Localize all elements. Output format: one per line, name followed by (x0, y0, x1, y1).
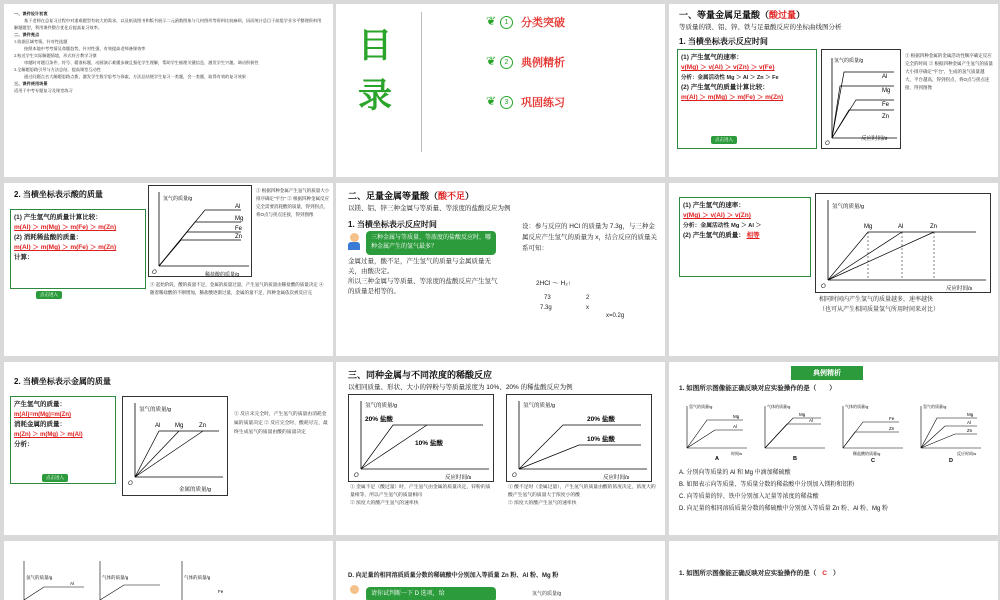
option-label-b: B (793, 456, 797, 462)
y-axis-label: 氢气的质量/g (532, 591, 562, 597)
ratio-73: 73 (544, 295, 551, 301)
hydrogen-label: 产生氢气的质量： (14, 401, 66, 408)
footnote: 相同时间内产生氢气的质量越多，速率越快 (819, 297, 934, 303)
chart-d (921, 403, 981, 464)
analysis-box (10, 396, 116, 484)
slide-7-metal-mass-axis[interactable] (4, 362, 333, 535)
section-tag: 典例精析 (791, 366, 863, 380)
notes-item: 3.全解题思路引导与方法总结，提高课堂互动性 (14, 67, 101, 72)
divider (421, 12, 422, 152)
slide-1-design-notes[interactable] (4, 4, 333, 177)
ratio-2: 2 (586, 295, 590, 301)
slide-3-equal-metal-excess-acid[interactable] (669, 4, 998, 177)
slide-5-excess-metal-limited-acid[interactable] (336, 183, 665, 356)
label-zn: Zn (199, 423, 207, 429)
x-axis-label: 时间/s (731, 451, 743, 456)
analysis-box (677, 49, 817, 149)
label-al: Al (882, 74, 888, 80)
x-axis-label: 稀盐酸的质量/g (205, 272, 240, 278)
slide-2-contents[interactable] (336, 4, 665, 177)
label-al: Al (155, 423, 161, 429)
x-axis-label: 稀盐酸的质量/g (853, 451, 881, 456)
question-callout: 三种金属与等质量、等浓度的盐酸反应时，哪种金属产生的氢气最多？ (366, 231, 496, 255)
notes-heading-3: 三、课件使用场景 (14, 81, 48, 86)
answer-c: C (822, 570, 827, 577)
option-d[interactable]: D. 向足量的相同溶质质量分数的稀硫酸中分别加入等质量 Zn 粉、Al 粉、Mg 粉 (679, 506, 889, 512)
mass-answer: m(Al) ＞ m(Mg) ＞ m(Fe) ＞ m(Zn) (681, 94, 784, 101)
design-notes (14, 10, 324, 94)
section-title: 二、足量金属等量酸（酸不足） (348, 191, 475, 201)
label-mg: Mg (235, 216, 244, 222)
chart-frame (815, 193, 991, 293)
option-b[interactable]: B. 如图表示向等质量、等质量分数的稀盐酸中分别加入镁粉和铝粉 (679, 482, 855, 488)
question-stem: 1. 如图所示图像能正确反映对应实验操作的是（ (679, 570, 817, 577)
label-mg: Mg (882, 88, 891, 94)
explanation-line-2: 所以三种金属与等质量、等浓度的盐酸反应产生氢气的质量是相等的。 (348, 278, 498, 295)
label-al: Al (898, 224, 904, 230)
label-20-acid: 20% 盐酸 (365, 416, 393, 423)
notes-item: 适用于中考专题复习及课堂练习 (14, 88, 73, 93)
chart-frame (148, 185, 252, 277)
origin-label: O (821, 284, 826, 290)
y-axis-label: 氢气的质量/g (689, 404, 713, 409)
slide-10-partial[interactable] (4, 541, 333, 600)
curve-chart (816, 194, 992, 294)
label-al: Al (235, 204, 241, 210)
y-axis-label: 氢气的质量/g (832, 204, 865, 210)
section-subtitle: 以镁、铝、锌三种金属与等质量、等浓度的盐酸反应为例 (348, 205, 511, 212)
slide-12-partial[interactable] (669, 541, 998, 600)
option-label-d: D (949, 458, 953, 464)
heading: 2. 当横坐标表示金属的质量 (14, 377, 111, 386)
left-note-1: ① 金属不足（酸过量）时，产生氢气由金属的质量决定，锌粉的质量相等，所以产生氢气的质量相同 (350, 485, 491, 498)
analysis-box (679, 197, 811, 277)
rate-answer: v(Mg) ＞ v(Al) ＞ v(Zn) ＞ v(Fe) (681, 64, 775, 71)
leaf-icon: ❦ (486, 54, 497, 68)
question-text (679, 569, 839, 579)
toc-item-examples[interactable]: 典例精析 (521, 57, 565, 69)
y-axis-label: 氢气的质量/g (923, 404, 947, 409)
label-mg: Mg (175, 423, 184, 429)
curve-chart (123, 397, 229, 497)
heading: 1. 当横坐标表示反应时间 (348, 220, 437, 229)
method-notes-2: ③ 起始阶段，酸的质量不足，金属的质量过量，产生氢气的质量由稀盐酸的质量决定 ④ 随着稀盐酸的不断增加，稀盐酸逐渐过量，金属的量不足，四种金属依次被反应完 (150, 282, 324, 295)
analysis-label: 分析： (14, 441, 34, 448)
method-notes: ① 反应未完全时，产生氢气的质量由消耗金属的质量决定 ② 反应完全时，酸耗尽完，最终生成氢气的质量由酸的质量决定 (234, 412, 328, 435)
leaf-icon: ❦ (486, 14, 497, 28)
y-axis-label: 氢气的质量/g (139, 407, 172, 413)
option-label-c: C (871, 458, 875, 464)
enter-button[interactable]: 点击进入 (36, 291, 62, 299)
section-title: 一、等量金属足量酸（酸过量） (679, 10, 806, 20)
label-mg: Mg (799, 412, 806, 417)
contents-char-mu: 目 (358, 26, 392, 66)
metal-answer: m(Zn) ＞ m(Mg) ＞ m(Al) (14, 432, 83, 438)
notes-item: 按照本地中考考情及命题趋势，针对性强，有效提高老师备课效率 (24, 46, 146, 51)
notes-item: 2.贴近学生实际解题情境，形式符合教学习惯 (14, 53, 97, 58)
x-axis-label: 反应时间/s (603, 475, 630, 481)
mass-label: (2) 产生氢气的质量计算比较： (681, 84, 769, 91)
question-d-text: D. 向足量的相同溶质质量分数的稀硫酸中分别加入等质量 Zn 粉、Al 粉、Mg 粉 (348, 573, 559, 579)
explanation-line-1: 金属过量，酸不足，产生氢气的质量与金属质量无关，由酸决定。 (348, 258, 491, 275)
mass-7-3g: 7.3g (540, 305, 552, 311)
x-axis-label: 反应时间/s (861, 136, 888, 142)
y-axis-label: 气体的质量/g (184, 575, 211, 580)
label-10-acid: 10% 盐酸 (587, 436, 615, 443)
leaf-icon: ❦ (486, 94, 497, 108)
y-axis-label: 氢气的质量/g (365, 403, 398, 409)
rate-label: (1) 产生氢气的速率： (683, 202, 745, 209)
toc-item-classify[interactable]: 分类突破 (521, 17, 565, 29)
chart-a (687, 403, 747, 462)
y-axis-label: 氢气的质量/g (834, 58, 864, 64)
label-zn: Zn (967, 428, 973, 433)
result: x=0.2g (606, 313, 625, 319)
contents-char-lu: 录 (358, 76, 392, 116)
label-mg: Mg (733, 414, 740, 419)
mass-row (683, 231, 807, 241)
label-zn: Zn (882, 114, 890, 120)
label-fe: Fe (889, 416, 895, 421)
enter-button[interactable]: 点击进入 (42, 474, 68, 482)
equation: 2HCl ～ H₂↑ (536, 280, 572, 287)
notes-item: 1.依据区域考情，针对性选题 (14, 39, 68, 44)
label-fe: Fe (235, 226, 243, 232)
question-end: ） (832, 570, 840, 577)
toc-item-practice[interactable]: 巩固练习 (521, 97, 565, 109)
heading: 1. 当横坐标表示反应时间 (679, 37, 768, 46)
mass-label: (1) 产生氢气的质量计算比较： (14, 214, 102, 221)
explanation (348, 257, 503, 297)
notes-heading-1: 一、课件设计初衷 (14, 11, 48, 16)
chart-frame (122, 396, 228, 496)
curve-chart-right (507, 395, 653, 483)
label-zn: Zn (235, 234, 243, 240)
curve-chart-left (349, 395, 495, 483)
x-axis-label: 反应时间/s (445, 475, 472, 481)
section-subtitle: 以相同质量、形状、大小的锌粉与等质量浓度为 10%、20% 的稀盐酸反应为例 (348, 384, 573, 391)
notes-item: 通过问题点名大解题思路点拨，激发学生数学思考与探索，方法总结便学生复习一类题，会一类题，取得有效的复习效果 (24, 74, 246, 79)
y-axis-label: 气体的质量/g (767, 404, 791, 409)
label-zn: Zn (889, 426, 895, 431)
hint-callout: 请你试判断一下 D 选项，给 (366, 587, 496, 600)
notes-item: 审题时对题目条件、符号、精准标题、动画演示难懂步骤且强化学生理解，帮助学生梳理关键信息，激发学生兴趣，调动积极性 (24, 60, 259, 65)
option-a[interactable]: A. 分别向等质量的 Al 和 Mg 中滴加稀硫酸 (679, 470, 791, 476)
curve-chart (149, 186, 253, 278)
left-note-2: ② 浓度大的酸产生氢气的速率快 (350, 501, 419, 506)
y-axis-label: 氢气的质量/g (26, 575, 53, 580)
mass-label: (2) 产生氢气的质量： (683, 232, 745, 239)
x-axis-label: 反应时间/s (957, 451, 977, 456)
slide-11-partial[interactable] (336, 541, 665, 600)
toc-number: 2 (500, 56, 513, 69)
origin-label: O (354, 473, 359, 479)
mass-answer: m(Al) ＞ m(Mg) ＞ m(Fe) ＞ m(Zn) (14, 224, 117, 231)
x-axis-label: 反应时间/s (946, 286, 973, 292)
right-note-1: ① 酸不足时（金属过量），产生氢气的质量由酸的浓度决定，浓度大的酸产生氢气的质量大于浓度小的酸 (508, 485, 656, 498)
label-mg: Mg (864, 224, 873, 230)
student-icon (348, 233, 362, 251)
label-al: Al (809, 418, 814, 423)
label-al: Al (70, 581, 75, 586)
label-al: Al (733, 424, 738, 429)
toc-number: 1 (500, 16, 513, 29)
analysis-line: 分析：金属活动性 Mg ＞ Al ＞ (683, 223, 762, 229)
notes-paragraph: 基于老师在总复习过程中对重难题型有较大的需求，以及纸质图书和版书展示二元函数图象与几何图形等资料比较麻烦，因而统计总目于前组学业水平整理资料用解题题型，利用课件整合优化后提高复习效率。 (14, 18, 322, 30)
method-notes: ① 根据四种金属的金属活动性顺序确定反应完全的时间 ② 根据四种金属产生氢气的质量大小排序确定“平台”，生成的氢气质量越大，平台越高，得到拐点，将O点与拐点连接，得到图像 (905, 53, 993, 90)
label-mg: Mg (967, 412, 974, 417)
rate-label: (1) 产生氢气的速率： (681, 54, 743, 61)
method-notes: ① 根据四种金属产生氢气的质量大小排序确定“平台” ② 根据四种金属反应完全需要消耗酸的质量，得到拐点，将O点与拐点连接，得到图像 (256, 188, 330, 217)
footnote-2: （也可从产生相同质量氢气所用时间来对比） (819, 307, 940, 313)
option-c[interactable]: C. 向等质量的锌、铁中分别加入足量等浓度的稀盐酸 (679, 494, 819, 500)
y-axis-label: 氢气的质量/g (523, 403, 556, 409)
slide-9-example-question[interactable] (669, 362, 998, 535)
calc-label: 计算： (14, 254, 34, 261)
partial-charts (4, 541, 333, 600)
section-title: 三、同种金属与不同浓度的稀酸反应 (348, 370, 493, 380)
mass-x: x (586, 305, 589, 311)
x-axis-label: 金属的质量/g (179, 487, 212, 493)
right-notes (508, 484, 656, 508)
option-label-a: A (715, 456, 719, 462)
heading: 2. 当横坐标表示酸的质量 (14, 190, 103, 199)
option-charts (681, 400, 991, 464)
question-text: 1. 如图所示图像能正确反映对应实验操作的是（ ） (679, 385, 836, 392)
right-note-2: ② 浓度大的酸产生氢气的速率快 (508, 501, 577, 506)
left-notes (350, 484, 494, 508)
analysis-line: 分析：金属活动性 Mg ＞ Al ＞ Zn ＞ Fe (681, 75, 779, 81)
chart-frame-left (348, 394, 494, 482)
label-al: Al (967, 420, 972, 425)
option-charts-svg (681, 400, 991, 464)
chart-frame-right (506, 394, 652, 482)
chart-b (765, 403, 825, 462)
calculation: 设：参与反应的 HCl 的质量为 7.3g，与三种金属反应产生氢气的质量为 x，结合反应的质量关系可知： (522, 223, 658, 252)
origin-label: O (152, 270, 157, 276)
hydrogen-answer: m(Al)=m(Mg)=m(Zn) (14, 412, 71, 418)
slide-8-acid-concentration[interactable] (336, 362, 665, 535)
section-subtitle: 等质量的镁、铝、锌、铁与足量酸反应的坐标曲线图分析 (679, 24, 842, 31)
slide-4-acid-mass-axis[interactable] (4, 183, 333, 356)
mass-answer: 相等 (746, 232, 760, 239)
label-zn: Zn (930, 224, 938, 230)
y-axis-label: 氢气的质量/g (163, 196, 193, 202)
label-10-acid: 10% 盐酸 (415, 440, 443, 447)
y-axis-label: 气体的质量/g (845, 404, 869, 409)
rate-answer: v(Mg) ＞ v(Al) ＞ v(Zn) (683, 212, 751, 219)
slide-6-rate-comparison[interactable] (669, 183, 998, 356)
toc-number: 3 (500, 96, 513, 109)
origin-label: O (512, 473, 517, 479)
analysis-box (10, 209, 146, 289)
origin-label: O (128, 481, 133, 487)
enter-button[interactable]: 点击进入 (711, 136, 737, 144)
label-fe: Fe (882, 102, 890, 108)
notes-heading-2: 二、课件亮点 (14, 32, 40, 37)
student-icon (348, 585, 362, 600)
label-20-acid: 20% 盐酸 (587, 416, 615, 423)
metal-label: 消耗金属的质量： (14, 421, 66, 428)
acid-answer: m(Al) ＞ m(Mg) ＞ m(Fe) ＞ m(Zn) (14, 244, 117, 251)
acid-label: (2) 消耗稀盐酸的质量： (14, 234, 83, 241)
origin-label: O (825, 141, 830, 147)
label-fe: Fe (218, 589, 224, 594)
chart-c (843, 403, 903, 464)
y-axis-label: 气体的质量/g (102, 575, 129, 580)
